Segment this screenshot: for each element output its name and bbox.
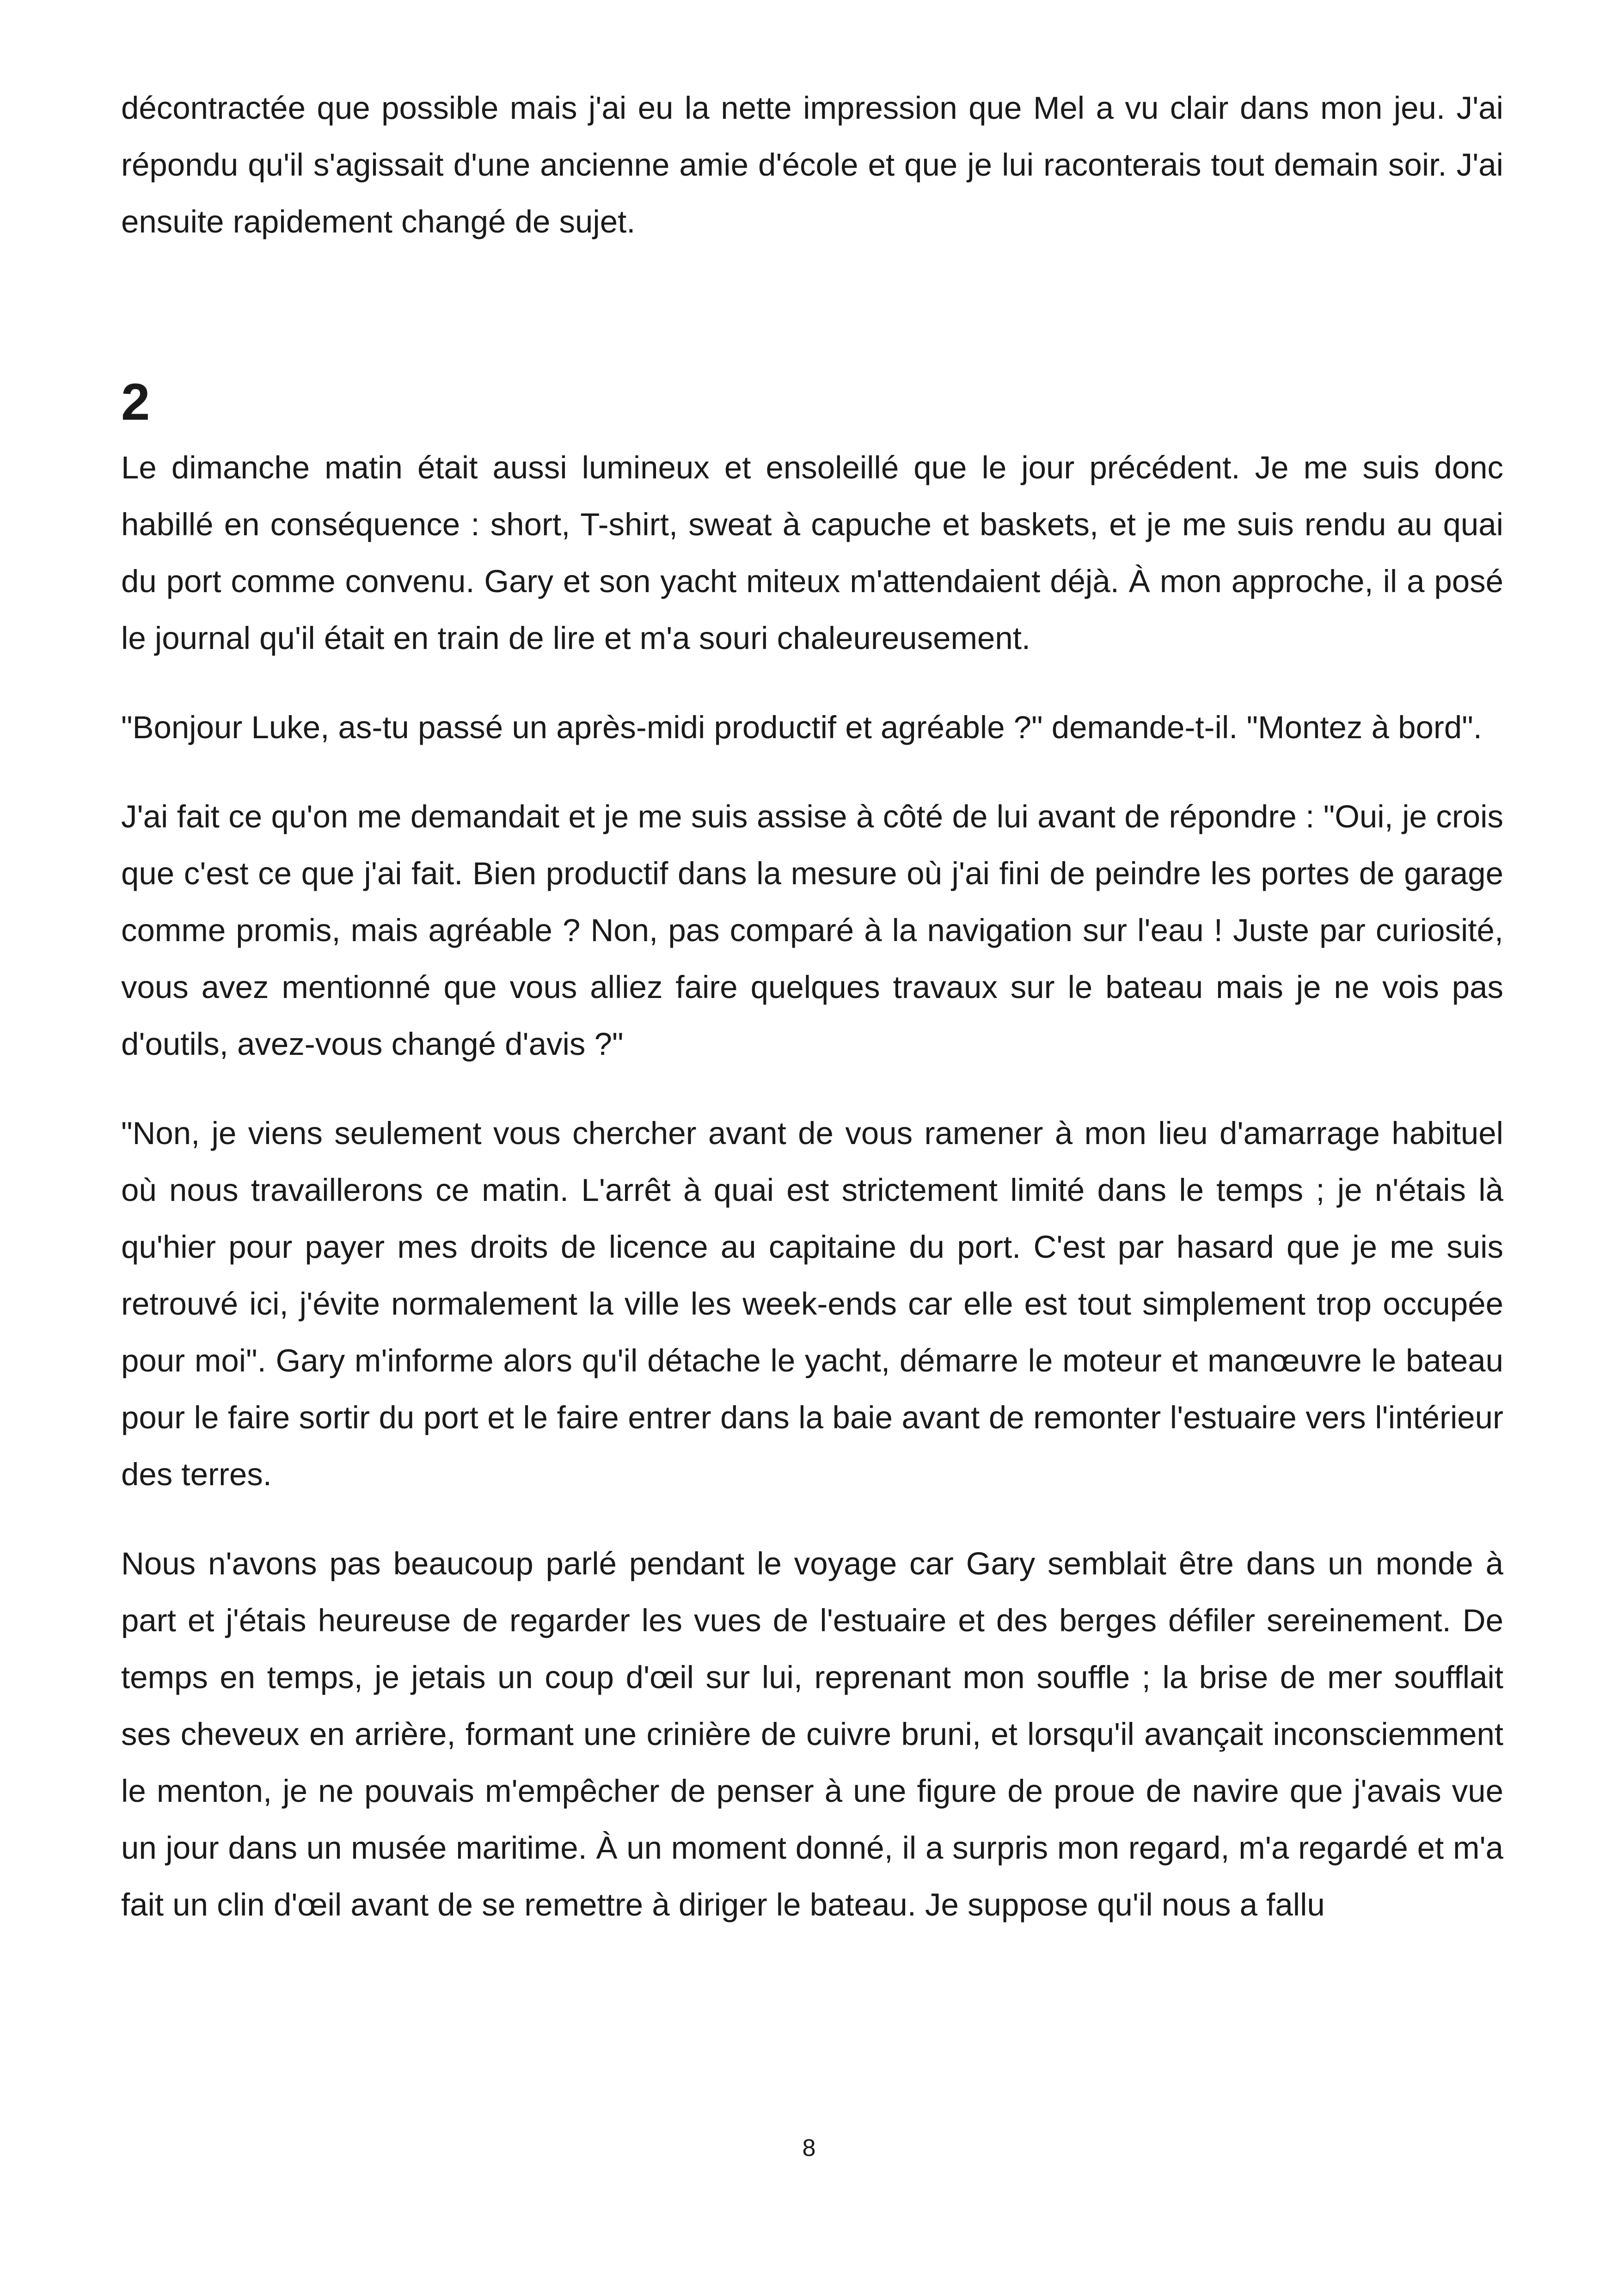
body-paragraph: Le dimanche matin était aussi lumineux et ensoleillé que le jour précédent. Je me suis donc habillé en conséquence : short, T-shirt, sweat à capuche et baskets, et je me suis rendu au quai du port comme convenu. Gary et son yacht miteux m'attendaient déjà. À mon approche, il a posé le journal qu'il était en train de lire et m'a souri chaleureusement.: [121, 450, 1503, 656]
body-paragraph: "Non, je viens seulement vous chercher avant de vous ramener à mon lieu d'amarrage habituel où nous travaillerons ce matin. L'arrêt à quai est strictement limité dans le temps ; je n'étais là qu'hier pour payer mes droits de licence au capitaine du port. C'est par hasard que je me suis retrouvé ici, j'évite normalement la ville les week-ends car elle est tout simplement trop occupée pour moi". Gary m'informe alors qu'il détache le yacht, démarre le moteur et manœuvre le bateau pour le faire sortir du port et le faire entrer dans la baie avant de remonter l'estuaire vers l'intérieur des terres.: [121, 1115, 1503, 1492]
body-paragraph: Nous n'avons pas beaucoup parlé pendant le voyage car Gary semblait être dans un monde à part et j'étais heureuse de regarder les vues de l'estuaire et des berges défiler sereinement. De temps en temps, je jetais un coup d'œil sur lui, reprenant mon souffle ; la brise de mer soufflait ses cheveux en arrière, formant une crinière de cuivre bruni, et lorsqu'il avançait inconsciemment le menton, je ne pouvais m'empêcher de penser à une figure de proue de navire que j'avais vue un jour dans un musée maritime. À un moment donné, il a surpris mon regard, m'a regardé et m'a fait un clin d'œil avant de se remettre à diriger le bateau. Je suppose qu'il nous a fallu: [121, 1546, 1503, 1923]
page-number: 8: [802, 2135, 816, 2161]
chapter-heading: 2: [121, 373, 150, 431]
chapter-body: [121, 439, 1503, 1933]
intro-text-block: [121, 80, 1503, 250]
body-paragraph: "Bonjour Luke, as-tu passé un après-midi productif et agréable ?" demande-t-il. "Montez à bord".: [121, 710, 1482, 745]
body-paragraph: J'ai fait ce qu'on me demandait et je me suis assise à côté de lui avant de répondre : "Oui, je crois que c'est ce que j'ai fait. Bien productif dans la mesure où j'ai fini de peindre les portes de garage comme promis, mais agréable ? Non, pas comparé à la navigation sur l'eau ! Juste par curiosité, vous avez mentionné que vous alliez faire quelques travaux sur le bateau mais je ne vois pas d'outils, avez-vous changé d'avis ?": [121, 799, 1503, 1062]
intro-paragraph: décontractée que possible mais j'ai eu la nette impression que Mel a vu clair dans mon jeu. J'ai répondu qu'il s'agissait d'une ancienne amie d'école et que je lui raconterais tout demain soir. J'ai ensuite rapidement changé de sujet.: [121, 90, 1503, 239]
